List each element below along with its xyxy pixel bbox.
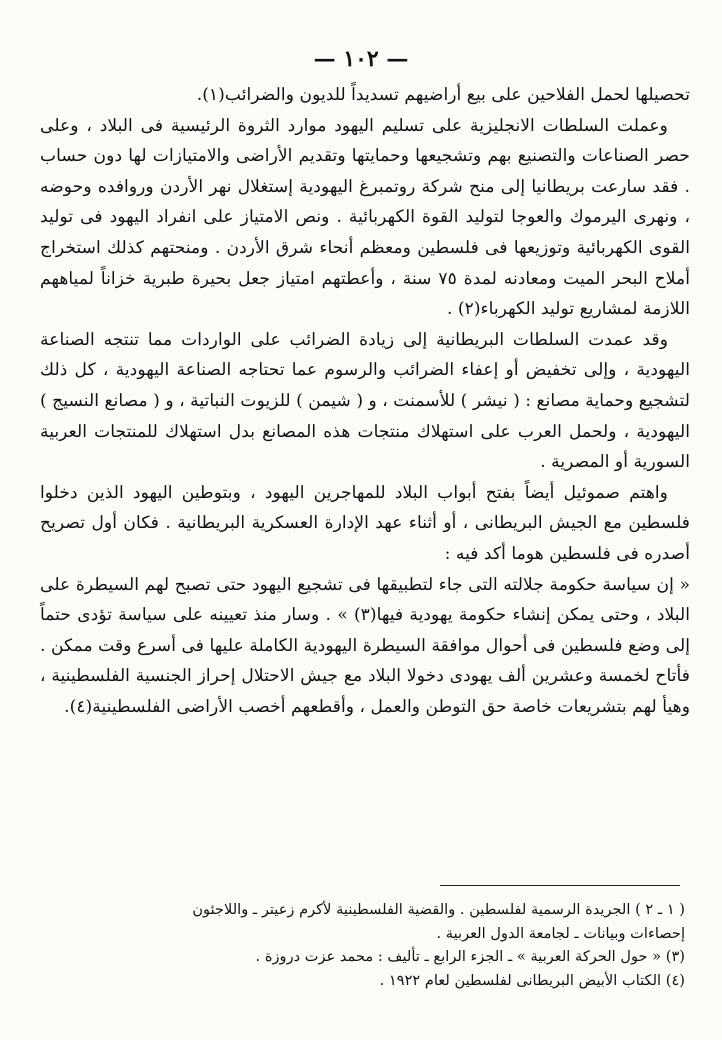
body-text xyxy=(40,80,690,722)
footnote-3: (٣) « حول الحركة العربية » ـ الجزء الرابع ـ تأليف : محمد عزت دروزة . xyxy=(255,948,685,965)
footnotes xyxy=(60,898,685,992)
page-number: — ١٠٢ — xyxy=(313,46,409,72)
paragraph-4: واهتم صموئيل أيضاً بفتح أبواب البلاد للمهاجرين اليهود ، وبتوطين اليهود الذين دخلوا فلسطين مع الجيش البريطانى ، أو أثناء عهد الإدارة العسكرية البريطانية . فكان أول تصريح أصدره فى فلسطين هوما أكد فيه : xyxy=(40,482,690,564)
paragraph-1: تحصيلها لحمل الفلاحين على بيع أراضيهم تسديداً للديون والضرائب(١). xyxy=(196,85,690,105)
footnote-divider xyxy=(440,885,680,886)
footnote-1-2: ( ١ ـ ٢ ) الجريدة الرسمية لفلسطين . والقضية الفلسطينية لأكرم زعيتر ـ واللاجئون xyxy=(192,901,685,918)
footnote-4: (٤) الكتاب الأبيض البريطانى لفلسطين لعام ١٩٢٢ . xyxy=(379,971,685,989)
footnote-1-2-continued: إحصاءات وبيانات ـ لجامعة الدول العربية . xyxy=(436,924,685,942)
paragraph-3: وقد عمدت السلطات البريطانية إلى زيادة الضرائب على الواردات مما تنتجه الصناعة اليهودية ، وإلى تخفيض أو إعفاء الضرائب والرسوم عما تحتاجه الصناعة اليهودية ، كل ذلك لتشجيع وحماية مصانع : ( نيشر ) للأسمنت ، و ( شيمن ) للزيوت النباتية ، و ( مصانع النسيج ) اليهودية ، ولحمل العرب على استهلاك منتجات هذه المصانع بدل استهلاك للمنتجات العربية السورية أو المصرية . xyxy=(40,329,690,473)
paragraph-2: وعملت السلطات الانجليزية على تسليم اليهود موارد الثروة الرئيسية فى البلاد ، وعلى حصر الصناعات والتصنيع بهم وتشجيعها وحمايتها وتقديم الأراضى والامتيازات لها دون حساب . فقد سارعت بريطانيا إلى منح شركة روتمبرغ اليهودية إستغلال نهر الأردن وروافده وحوضه ، ونهرى اليرموك والعوجا لتوليد القوة الكهربائية . ونص الامتياز على انفراد اليهود فى توليد القوى الكهربائية وتوزيعها فى فلسطين ومعظم أنحاء شرق الأردن . ومنحتهم كذلك استخراج أملاح البحر الميت ومعادنه لمدة ٧٥ سنة ، وأعطتهم امتياز جعل بحيرة طبرية خزاناً لمياههم اللازمة لمشاريع توليد الكهرباء(٢) . xyxy=(40,115,691,320)
paragraph-5-quote: « إن سياسة حكومة جلالته التى جاء لتطبيقها فى تشجيع اليهود حتى تصبح لهم السيطرة على البلاد ، وحتى يمكن إنشاء حكومة يهودية فيها(٣) » . وسار منذ تعيينه على سياسة تؤدى حتماً إلى وضع فلسطين فى أحوال موافقة السيطرة اليهودية الكاملة عليها فى أسرع وقت ممكن . فأتاح لخمسة وعشرين ألف يهودى دخولا البلاد مع جيش الاحتلال إحراز الجنسية الفلسطينية ، وهيأ لهم بتشريعات خاصة حق التوطن والعمل ، وأقطعهم أخصب الأراضى الفلسطينية(٤). xyxy=(40,574,690,717)
